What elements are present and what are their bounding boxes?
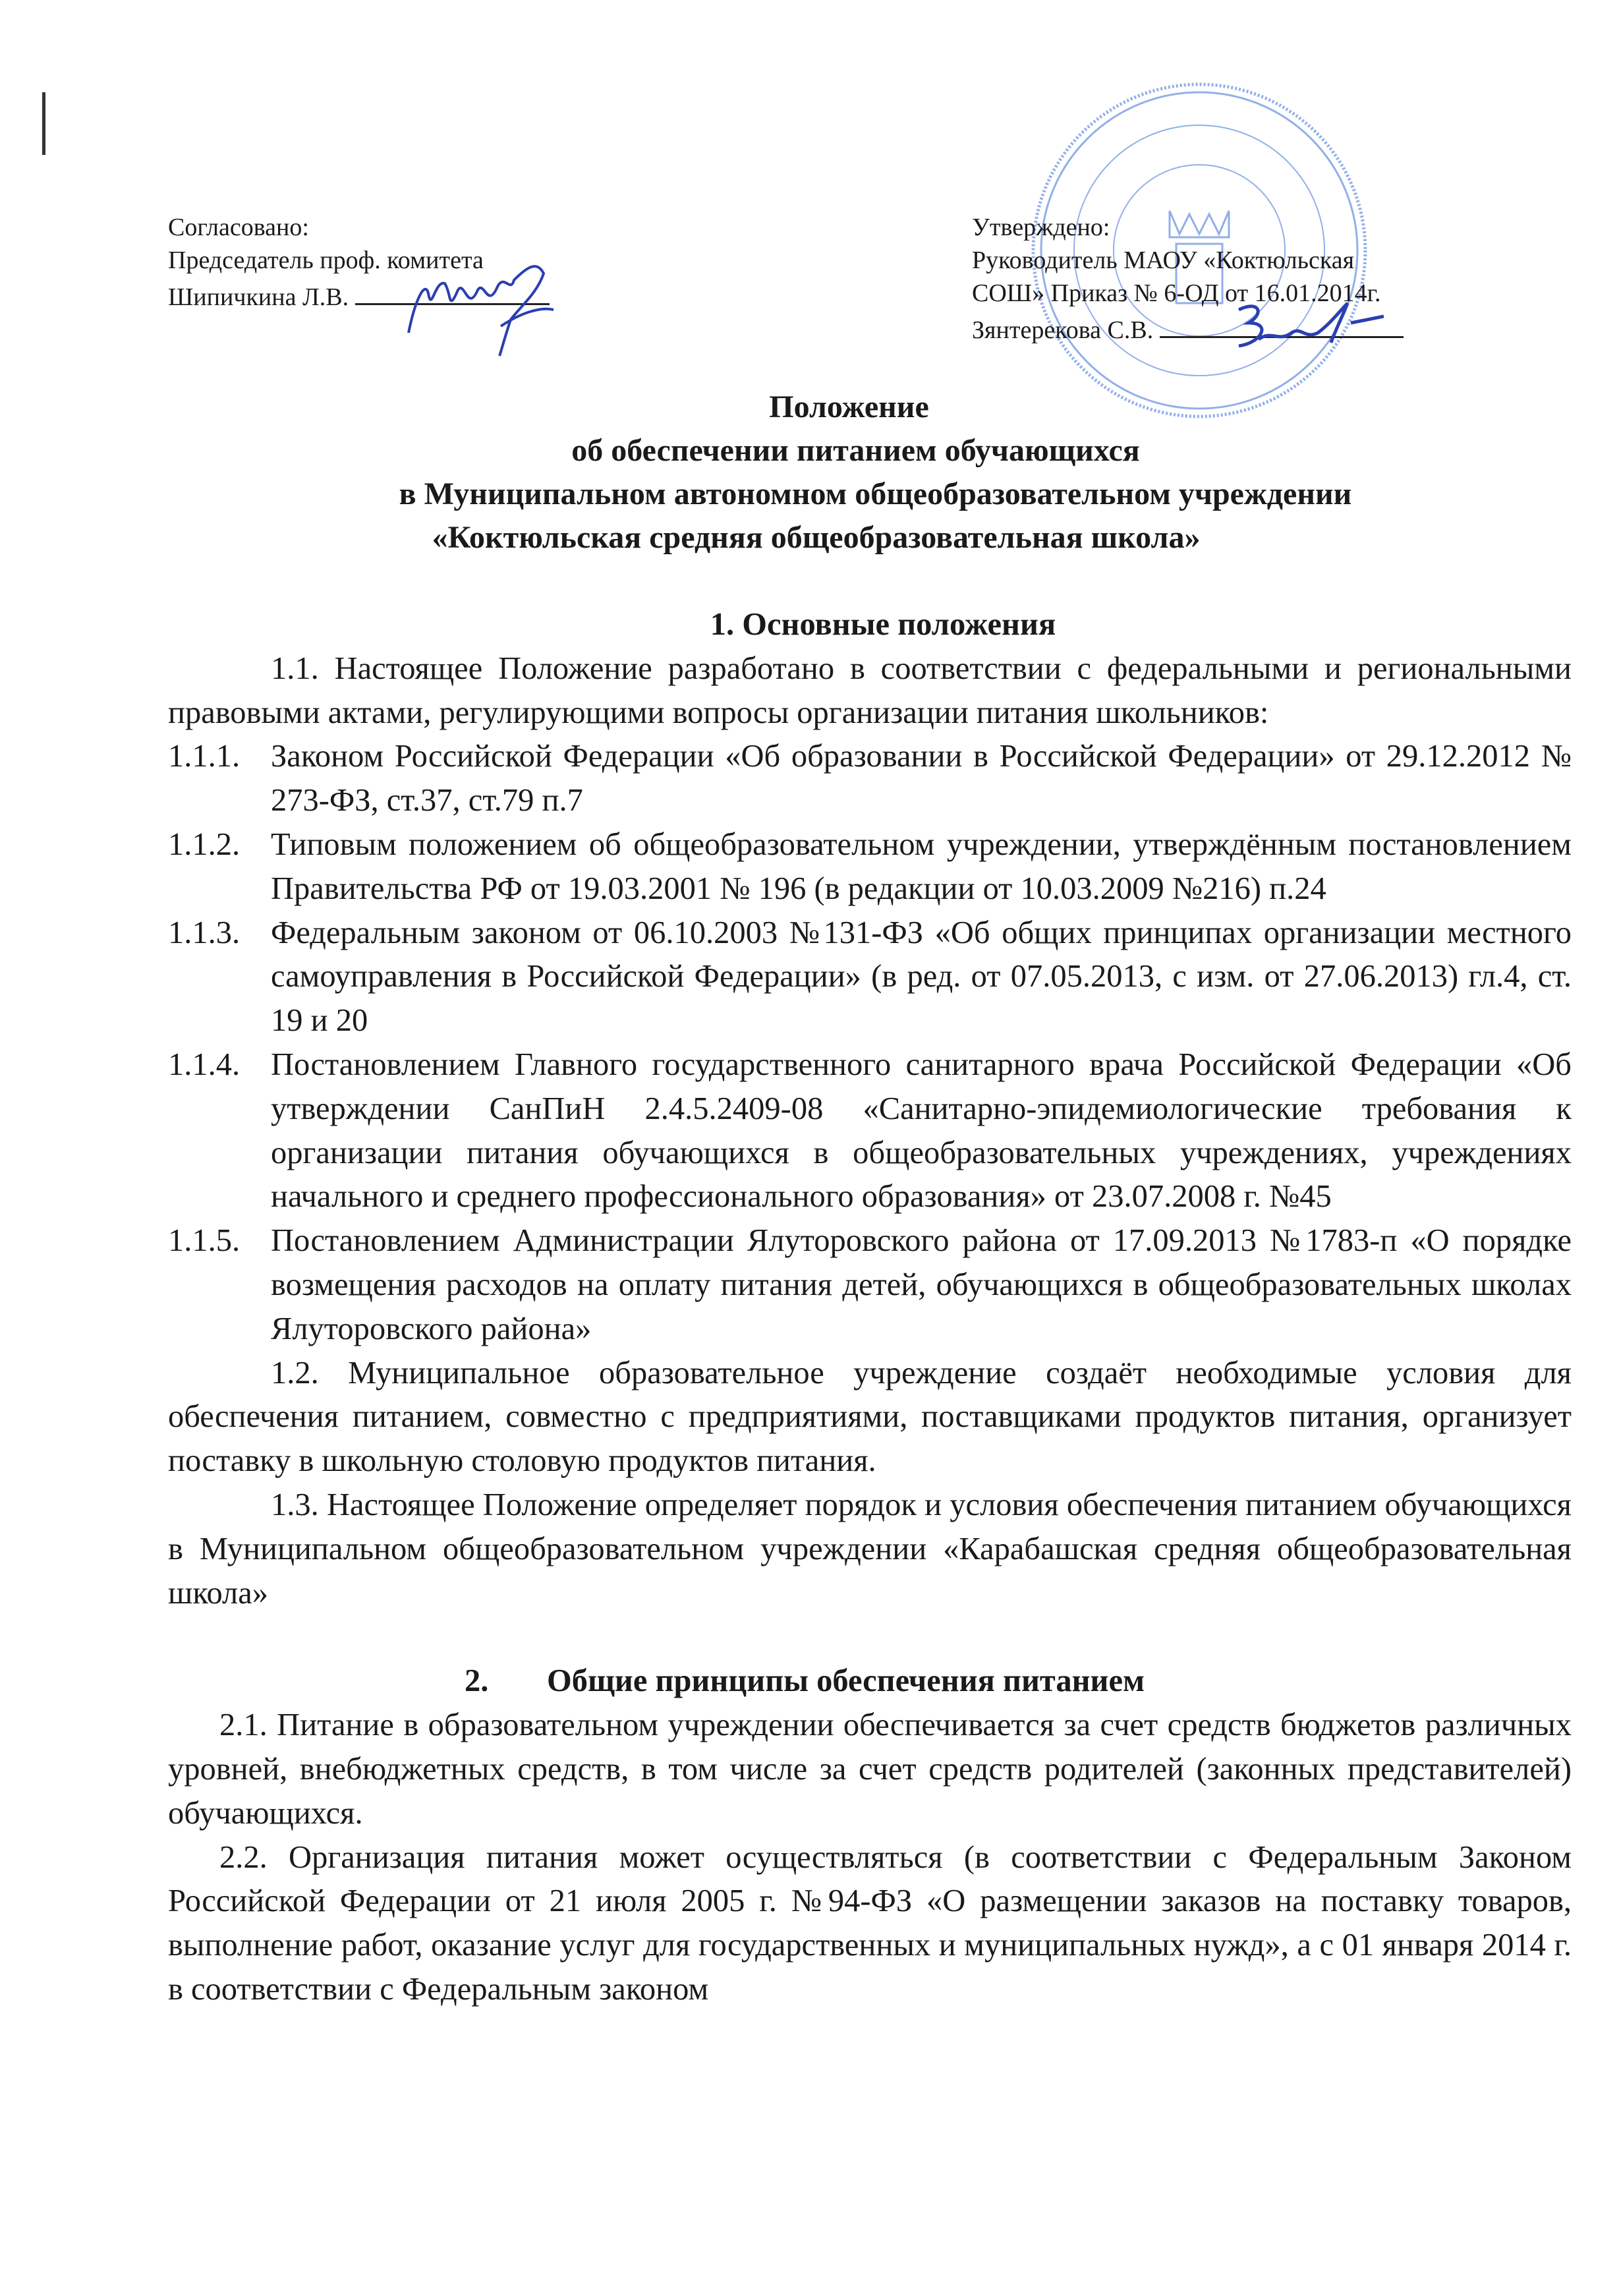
approval-order: СОШ» Приказ № 6-ОД от 16.01.2014г. xyxy=(972,279,1381,307)
list-item xyxy=(168,911,1572,1043)
signature-shipichkina xyxy=(395,254,567,359)
list-item-text: Типовым положением об общеобразовательном учреждении, утверждённым постановлением Правительства РФ от 19.03.2001 № 196 (в редакции от 10.03.2009 №216) п.24 xyxy=(271,826,1572,906)
title-line: «Коктюльская средняя общеобразовательная школа» xyxy=(432,520,1201,555)
section-2-number: 2. xyxy=(465,1663,489,1699)
list-item-text: Постановлением Администрации Ялуторовского района от 17.09.2013 №1783-п «О порядке возмещения расходов на оплату питания детей, обучающихся в общеобразовательных школах Ялуторовского района» xyxy=(271,1223,1572,1346)
paragraph-1-2: 1.2. Муниципальное образовательное учреждение создаёт необходимые условия для обеспечения питанием, совместно с предприятиями, поставщиками продуктов питания, организует поставку в школьную столовую продуктов питания. xyxy=(168,1355,1572,1479)
list-item-text: Федеральным законом от 06.10.2003 №131-ФЗ «Об общих принципах организации местного самоуправления в Российской Федерации» (в ред. от 07.05.2013, с изм. от 27.06.2013) гл.4, ст. 19 и 20 xyxy=(271,915,1572,1039)
scan-artifact-line xyxy=(42,92,45,155)
paragraph-2-2: 2.2. Организация питания может осуществляться (в соответствии с Федеральным Законом Российской Федерации от 21 июля 2005 г. №94-ФЗ «О размещении заказов на поставку товаров, выполнение работ, оказание услуг для государственных и муниципальных нужд», а с 01 января 2014 г. в соответствии с Федеральным законом xyxy=(168,1839,1572,2007)
agreed-position: Председатель проф. комитета xyxy=(168,246,484,274)
list-item xyxy=(168,823,1572,911)
approved-position: Руководитель МАОУ «Коктюльская xyxy=(972,246,1355,274)
list-item-number: 1.1.1. xyxy=(168,739,241,774)
section-2-title: Общие принципы обеспечения питанием xyxy=(547,1663,1145,1699)
list-item xyxy=(168,1219,1572,1351)
title-line: об обеспечении питанием обучающихся xyxy=(571,433,1140,468)
section-1-heading: 1. Основные положения xyxy=(710,607,1056,642)
paragraph-1-3: 1.3. Настоящее Положение определяет порядок и условия обеспечения питанием обучающихся в Муниципальном общеобразовательном учреждении «Карабашская средняя общеобразовательная школа» xyxy=(168,1487,1572,1611)
approved-name: Зянтерекова С.В. xyxy=(972,316,1154,344)
agreed-name: Шипичкина Л.В. xyxy=(168,283,349,311)
list-item-text: Законом Российской Федерации «Об образовании в Российской Федерации» от 29.12.2012 № 273-ФЗ, ст.37, ст.79 п.7 xyxy=(271,739,1572,818)
list-item-number: 1.1.5. xyxy=(168,1223,241,1259)
list-item-text: Постановлением Главного государственного санитарного врача Российской Федерации «Об утверждении СанПиН 2.4.5.2409-08 «Санитарно-эпидемиологические требования к организации питания обучающихся в общеобразовательных учреждениях, учреждениях начального и среднего профессионального образования» от 23.07.2008 г. №45 xyxy=(271,1047,1572,1215)
list-item-number: 1.1.2. xyxy=(168,826,241,862)
section-2-heading xyxy=(168,1659,1572,1704)
list-item xyxy=(168,735,1572,823)
document-title xyxy=(0,386,1619,560)
paragraph-2-1: 2.1. Питание в образовательном учреждении обеспечивается за счет средств бюджетов различных уровней, внебюджетных средств, в том числе за счет средств родителей (законных представителей) обучающихся. xyxy=(168,1708,1572,1831)
signature-zyanterekova xyxy=(1226,297,1397,356)
agreed-label: Согласовано: xyxy=(168,214,309,241)
list-item xyxy=(168,1043,1572,1219)
title-line: в Муниципальном автономном общеобразовательном учреждении xyxy=(399,476,1352,511)
list-item-number: 1.1.4. xyxy=(168,1047,241,1082)
approved-label: Утверждено: xyxy=(972,214,1110,241)
title-line: Положение xyxy=(769,389,929,424)
paragraph-1-1: 1.1. Настоящее Положение разработано в соответствии с федеральными и региональными правовыми актами, регулирующими вопросы организации питания школьников: xyxy=(168,650,1572,730)
list-item-number: 1.1.3. xyxy=(168,915,241,950)
document-body xyxy=(168,603,1572,2012)
